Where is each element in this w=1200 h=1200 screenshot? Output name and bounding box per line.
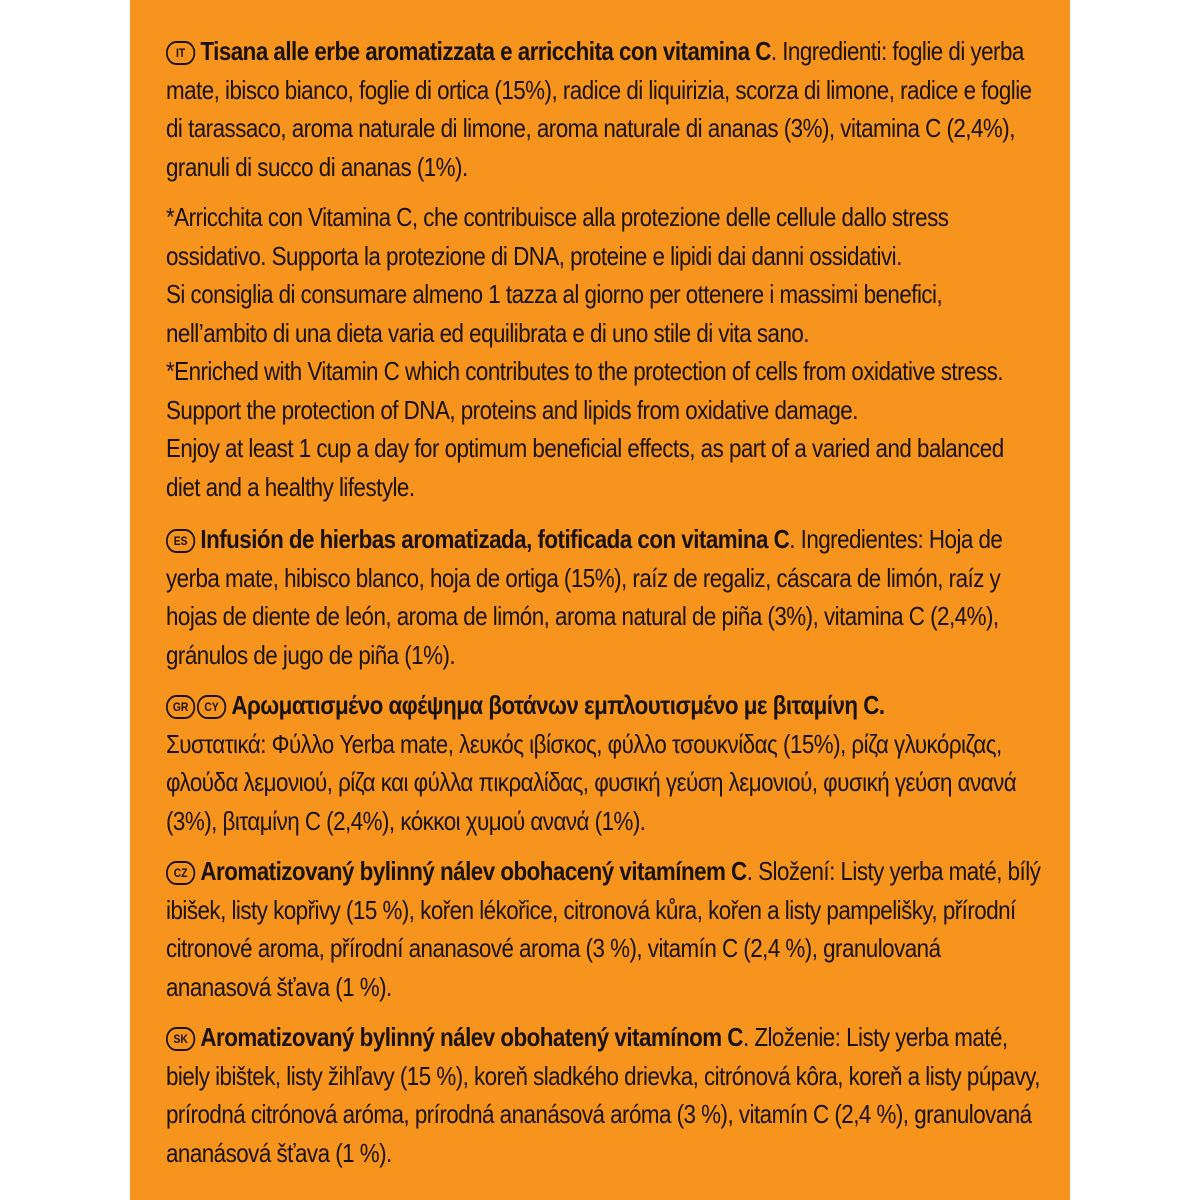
language-badge-cy: CY <box>197 695 226 719</box>
section-title-es: Infusión de hierbas aromatizada, fotificada con vitamina C <box>200 524 790 554</box>
section-title-gr: Αρωματισμένο αφέψημα βοτάνων εμπλουτισμένο με βιταμίνη C. <box>231 690 885 720</box>
ingredients-text-block <box>166 32 1043 1172</box>
claim-it-1: *Arricchita con Vitamina C, che contribuisce alla protezione delle cellule dallo stress ossidativo. Supporta la protezione di DNA, proteine e lipidi dai danni ossidativi. <box>166 202 949 271</box>
section-body-cz: . Složení: Listy yerba maté, bílý ibišek, listy kopřivy (15 %), kořen lékořice, citronová kůra, kořen a listy pampelišky, přírodní citronové aroma, přírodní ananasové aroma (3 %), vitamín C (2,4 %), granulovaná ananasová šťava (1 %). <box>166 856 1041 1002</box>
section-title-sk: Aromatizovaný bylinný nálev obohatený vitamínom C <box>200 1022 743 1052</box>
language-badge-es: ES <box>166 529 195 553</box>
language-badge-gr: GR <box>166 695 195 719</box>
language-badge-cz: CZ <box>166 861 195 885</box>
section-slovak <box>166 1018 1043 1172</box>
section-body-gr: Συστατικά: Φύλλο Yerba mate, λευκός ιβίσκος, φύλλο τσουκνίδας (15%), ρίζα γλυκόριζας, φλούδα λεμονιού, ρίζα και φύλλα πικραλίδας, φυσική γεύση λεμονιού, φυσική γεύση ανανά (3%), βιταμίνη C (2,4%), κόκκοι χυμού ανανά (1%). <box>166 728 1017 836</box>
section-title-cz: Aromatizovaný bylinný nálev obohacený vitamínem C <box>200 856 747 886</box>
language-badge-it: IT <box>166 41 195 65</box>
section-spanish <box>166 520 1043 674</box>
section-body-es: . Ingredientes: Hoja de yerba mate, hibisco blanco, hoja de ortiga (15%), raíz de regaliz, cáscara de limón, raíz y hojas de diente de león, aroma de limón, aroma natural de piña (3%), vitamina C (2,4%), gránulos de jugo de piña (1%). <box>166 524 1003 670</box>
claim-en-2: Enjoy at least 1 cup a day for optimum beneficial effects, as part of a varied and balanced diet and a healthy lifestyle. <box>166 433 1004 502</box>
section-title-it: Tisana alle erbe aromatizzata e arricchita con vitamina C <box>200 36 771 66</box>
section-greek <box>166 686 1043 840</box>
section-czech <box>166 852 1043 1006</box>
claim-en-1: *Enriched with Vitamin C which contributes to the protection of cells from oxidative stress. Support the protection of DNA, proteins and lipids from oxidative damage. <box>166 356 1003 425</box>
product-label-panel <box>130 0 1070 1200</box>
section-body-sk: . Zloženie: Listy yerba maté, biely ibištek, listy žihľavy (15 %), koreň sladkého drievka, citrónová kôra, koreň a listy púpavy, prírodná citrónová aróma, prírodná ananásová aróma (3 %), vitamín C (2,4 %), granulovaná ananásová šťava (1 %). <box>166 1022 1040 1168</box>
section-body-it: . Ingredienti: foglie di yerba mate, ibisco bianco, foglie di ortica (15%), radice di liquirizia, scorza di limone, radice e foglie di tarassaco, aroma naturale di limone, aroma naturale di ananas (3%), vitamina C (2,4%), granuli di succo di ananas (1%). <box>166 36 1032 182</box>
language-badge-sk: SK <box>166 1027 195 1051</box>
section-italian <box>166 32 1043 186</box>
claim-it-2: Si consiglia di consumare almeno 1 tazza al giorno per ottenere i massimi benefici, nell’ambito di una dieta varia ed equilibrata e di uno stile di vita sano. <box>166 279 943 348</box>
